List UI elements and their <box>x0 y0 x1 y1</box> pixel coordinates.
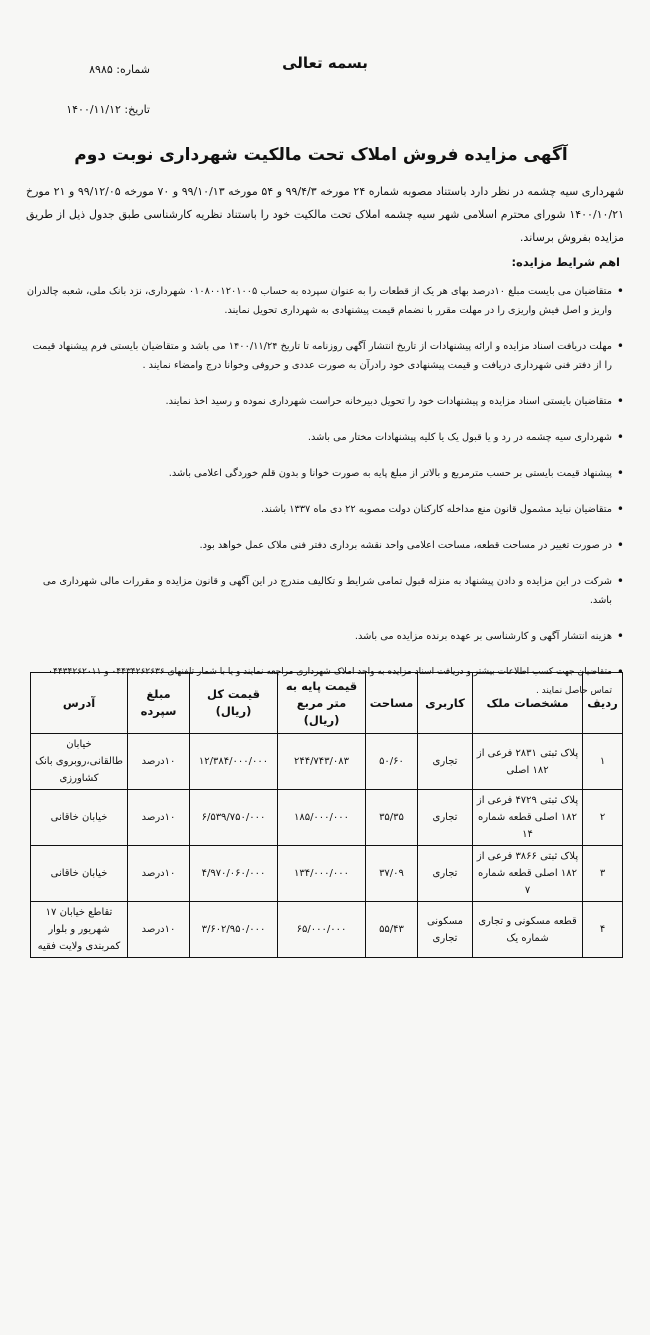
condition-item: • پیشنهاد قیمت بایستی بر حسب مترمربع و بالاتر از مبلغ پایه به صورت خوانا و بدون قلم خوردگی اعلامی باشد. <box>26 464 624 483</box>
cell-deposit: ۱۰درصد <box>128 902 190 958</box>
cell-row-number: ۱ <box>583 734 623 790</box>
letter-date: تاریخ: ۱۴۰۰/۱۱/۱۲ <box>66 103 150 116</box>
condition-item: • در صورت تغییر در مساحت قطعه، مساحت اعلامی واحد نقشه برداری دفتر فنی ملاک عمل خواهد بود. <box>26 536 624 555</box>
condition-item: • متقاضیان نباید مشمول قانون منع مداخله کارکنان دولت مصوبه ۲۲ دی ماه ۱۳۳۷ باشند. <box>26 500 624 519</box>
cell-row-number: ۲ <box>583 790 623 846</box>
cell-address: خیابان خاقانی <box>31 846 128 902</box>
cell-base-price: ۲۴۴/۷۴۳/۰۸۳ <box>278 734 366 790</box>
cell-property: قطعه مسکونی و تجاری شماره یک <box>473 902 583 958</box>
letter-number: شماره: ۸۹۸۵ <box>89 63 150 76</box>
cell-total-price: ۴/۹۷۰/۰۶۰/۰۰۰ <box>190 846 278 902</box>
cell-deposit: ۱۰درصد <box>128 790 190 846</box>
cell-area: ۳۵/۳۵ <box>366 790 418 846</box>
cell-address: خیابان خاقانی <box>31 790 128 846</box>
cell-area: ۵۰/۶۰ <box>366 734 418 790</box>
cell-row-number: ۳ <box>583 846 623 902</box>
condition-item: • متقاضیان می بایست مبلغ ۱۰درصد بهای هر یک از قطعات را به عنوان سپرده به حساب ۰۱۰۸۰۰۱۲۰۱۰۰۵ شهرداری، نزد بانک ملی، شعبه چالدران واریز و اصل فیش واریزی را در مهلت مقرر با نضمام قیمت پیشنهادی به شهرداری تحویل نمایند. <box>26 282 624 320</box>
condition-item: • هزینه انتشار آگهی و کارشناسی بر عهده برنده مزایده می باشد. <box>26 627 624 646</box>
conditions-title: اهم شرایط مزایده: <box>511 255 620 269</box>
condition-item: • شرکت در این مزایده و دادن پیشنهاد به منزله قبول تمامی شرایط و تکالیف مندرج در این آگهی و قانون مزایده و مقررات مالی شهرداری می باشد. <box>26 572 624 610</box>
col-header-area: مساحت <box>366 673 418 734</box>
col-header-property: مشخصات ملک <box>473 673 583 734</box>
cell-deposit: ۱۰درصد <box>128 734 190 790</box>
cell-total-price: ۱۲/۳۸۴/۰۰۰/۰۰۰ <box>190 734 278 790</box>
notice-intro: شهرداری سیه چشمه در نظر دارد باستناد مصوبه شماره ۲۴ مورخه ۹۹/۴/۳ و ۵۴ مورخه ۹۹/۱۰/۱۳ و ۷۰ مورخه ۹۹/۱۲/۰۵ و ۲۱ مورخ ۱۴۰۰/۱۰/۲۱ شورای محترم اسلامی شهر سیه چشمه املاک تحت مالکیت خود را باستناد نظریه کارشناسی طبق جدول ذیل از طریق مزایده بفروش برساند. <box>26 185 625 244</box>
cell-usage: تجاری <box>418 846 473 902</box>
col-header-total-price: قیمت کل (ریال) <box>190 673 278 734</box>
cell-area: ۳۷/۰۹ <box>366 846 418 902</box>
cell-address: تقاطع خیابان ۱۷ شهریور و بلوار کمربندی ولایت فقیه <box>31 902 128 958</box>
table-header-row <box>31 673 623 734</box>
col-header-base-price: قیمت پایه به متر مربع (ریال) <box>278 673 366 734</box>
table-row <box>31 902 623 958</box>
condition-item: • شهرداری سیه چشمه در رد و یا قبول یک یا کلیه پیشنهادات مختار می باشد. <box>26 428 624 447</box>
condition-item: • متقاضیان جهت کسب اطلاعات بیشتر و دریافت اسناد مزایده به واحد املاک شهرداری مراجعه نمایند و یا با شمار تلفنهای ۰۴۴۳۴۲۶۲۶۳۶ و ۰۴۴۳۴۲۶۲۰۱۱ تماس حاصل نمایند . <box>26 663 624 701</box>
cell-area: ۵۵/۴۳ <box>366 902 418 958</box>
condition-item: • متقاضیان بایستی اسناد مزایده و پیشنهادات خود را تحویل دبیرخانه حراست شهرداری نموده و رسید اخذ نمایند. <box>26 392 624 411</box>
invocation-heading: بسمه تعالی <box>282 54 368 72</box>
properties-table <box>30 672 623 958</box>
cell-base-price: ۱۳۴/۰۰۰/۰۰۰ <box>278 846 366 902</box>
cell-total-price: ۳/۶۰۲/۹۵۰/۰۰۰ <box>190 902 278 958</box>
cell-usage: تجاری <box>418 734 473 790</box>
cell-row-number: ۴ <box>583 902 623 958</box>
col-header-deposit: مبلغ سپرده <box>128 673 190 734</box>
cell-base-price: ۶۵/۰۰۰/۰۰۰ <box>278 902 366 958</box>
col-header-address: آدرس <box>31 673 128 734</box>
table-row <box>31 734 623 790</box>
reference-block <box>30 50 150 130</box>
col-header-row-number: ردیف <box>583 673 623 734</box>
col-header-usage: کاربری <box>418 673 473 734</box>
notice-title: آگهی مزایده فروش املاک تحت مالکیت شهرداری نوبت دوم <box>74 145 568 165</box>
table-row <box>31 846 623 902</box>
cell-total-price: ۶/۵۳۹/۷۵۰/۰۰۰ <box>190 790 278 846</box>
cell-usage: تجاری <box>418 790 473 846</box>
conditions-list <box>26 282 624 703</box>
table-row <box>31 790 623 846</box>
condition-item: • مهلت دریافت اسناد مزایده و ارائه پیشنهادات از تاریخ انتشار آگهی روزنامه تا تاریخ ۱۴۰۰/۱۱/۲۴ می باشد و متقاضیان بایستی فرم پیشنهاد قیمت را از دفتر فنی شهرداری دریافت و قیمت پیشنهادی خود رادرآن به صورت عددی و حروفی وخوانا درج وامضاء نمایند . <box>26 337 624 375</box>
cell-deposit: ۱۰درصد <box>128 846 190 902</box>
cell-property: پلاک ثبتی ۴۷۲۹ فرعی از ۱۸۲ اصلی قطعه شماره ۱۴ <box>473 790 583 846</box>
cell-address: خیابان طالقانی،روبروی بانک کشاورزی <box>31 734 128 790</box>
cell-usage: مسکونی تجاری <box>418 902 473 958</box>
cell-property: پلاک ثبتی ۳۸۶۶ فرعی از ۱۸۲ اصلی قطعه شماره ۷ <box>473 846 583 902</box>
cell-property: پلاک ثبتی ۲۸۳۱ فرعی از ۱۸۲ اصلی <box>473 734 583 790</box>
cell-base-price: ۱۸۵/۰۰۰/۰۰۰ <box>278 790 366 846</box>
